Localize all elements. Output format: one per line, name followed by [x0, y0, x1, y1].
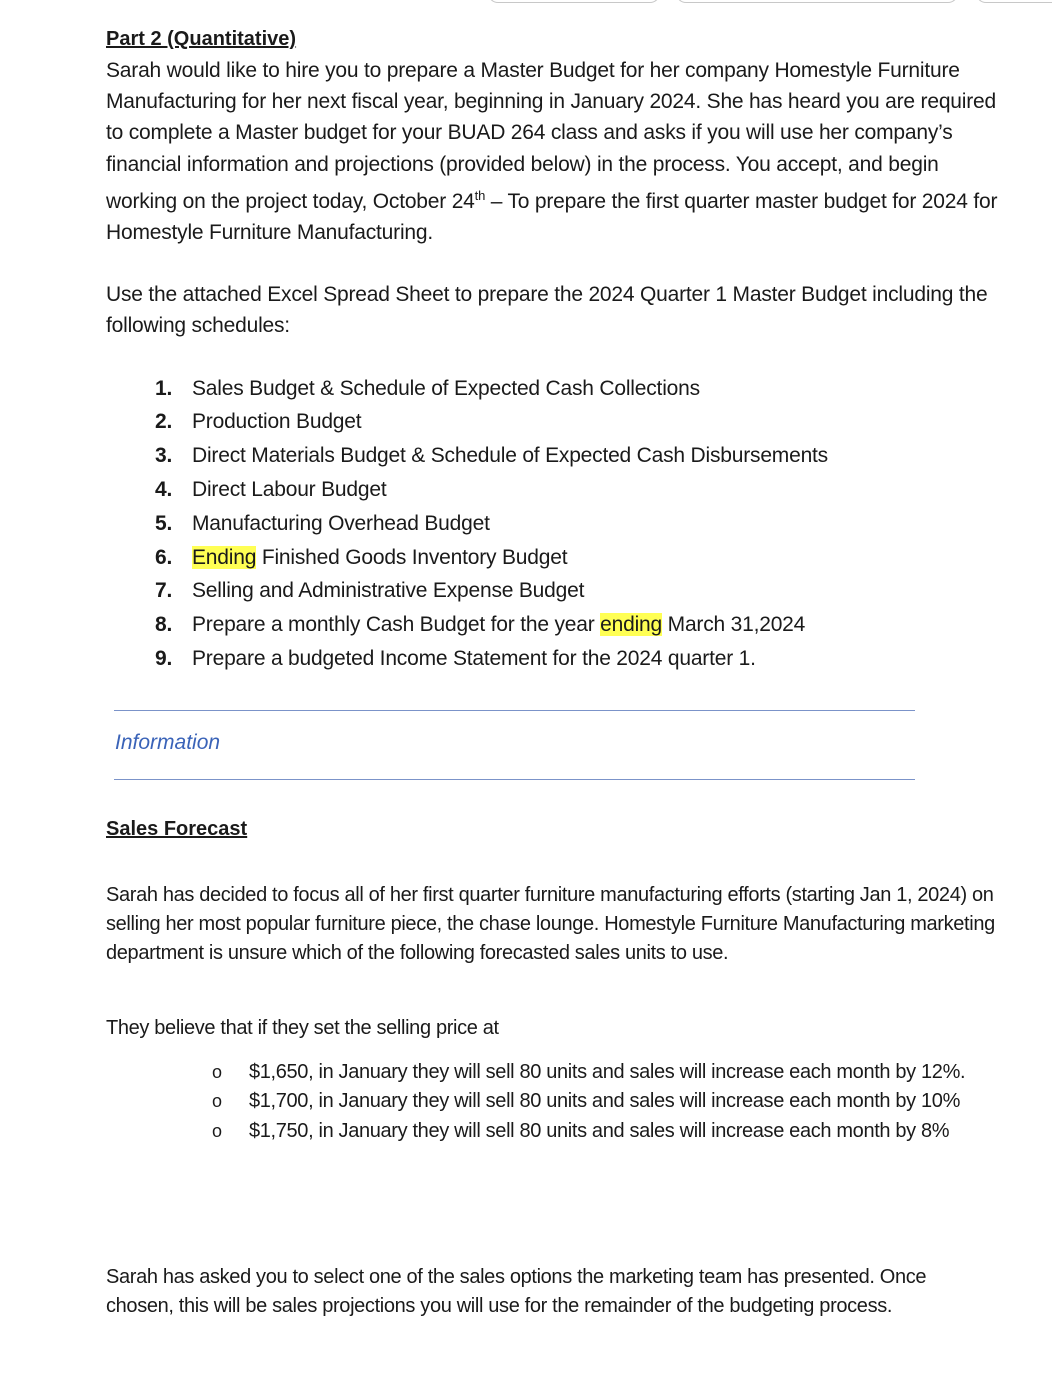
bullet-icon: o — [212, 1091, 222, 1112]
item-text: Direct Materials Budget & Schedule of Expected Cash Disbursements — [192, 444, 828, 468]
item-number: 3. — [155, 444, 173, 468]
list-item — [155, 372, 1006, 406]
item-number: 9. — [155, 647, 173, 670]
intro-text: Sarah would like to hire you to prepare a Master Budget for her company Homestyle Furniture Manufacturing for her next fiscal year, beginning in January 2024. She has heard you are required to complete a Master budget for your BUAD 264 class and asks if you will use her company’s financial information and projections (provided below) in the process. You accept, and begin working on the project today, October 24 — [106, 59, 996, 213]
believe-paragraph: They believe that if they set the selling price at — [106, 1017, 499, 1039]
tab-outline[interactable] — [676, 0, 958, 3]
price-options-list — [212, 1058, 992, 1146]
schedule-list — [106, 372, 1006, 676]
sales-forecast-heading: Sales Forecast — [106, 818, 248, 840]
tab-outline[interactable] — [976, 0, 1052, 3]
use-sheet-paragraph: Use the attached Excel Spread Sheet to prepare the 2024 Quarter 1 Master Budget including the following schedules: — [106, 283, 988, 338]
select-option-paragraph: Sarah has asked you to select one of the sales options the marketing team has presented. Once chosen, this will be sales projections you will use for the remainder of the budgeting process. — [106, 1266, 927, 1318]
item-text: Direct Labour Budget — [192, 478, 387, 502]
item-text-rest: Finished Goods Inventory Budget — [256, 545, 568, 569]
sales-paragraph: Sarah has decided to focus all of her first quarter furniture manufacturing efforts (starting Jan 1, 2024) on selling her most popular furniture piece, the chase lounge. Homestyle Furniture Manufacturing marketing department is unsure which of the following forecasted sales units to use. — [106, 884, 995, 965]
divider — [114, 779, 915, 780]
list-item — [155, 405, 1006, 439]
item-number: 5. — [155, 511, 173, 535]
top-tab-strip — [0, 0, 1052, 6]
part-heading: Part 2 (Quantitative) — [106, 28, 297, 50]
item-number: 6. — [155, 545, 173, 569]
item-number: 4. — [155, 478, 173, 502]
divider — [114, 710, 915, 711]
item-number: 2. — [155, 410, 173, 434]
bullet-icon: o — [212, 1120, 222, 1141]
list-item — [212, 1117, 992, 1146]
item-number: 7. — [155, 579, 173, 603]
list-item — [155, 541, 1006, 575]
item-text — [192, 608, 805, 642]
intro-text-continued: – To prepare the first quarter master budget for 2024 for Homestyle Furniture Manufacturing. — [106, 189, 998, 245]
highlighted-word: Ending — [192, 545, 257, 569]
list-item — [155, 574, 1006, 608]
option-text: $1,750, in January they will sell 80 units and sales will increase each month by 8% — [249, 1119, 950, 1142]
item-text: Sales Budget & Schedule of Expected Cash Collections — [192, 376, 700, 400]
ordinal-suffix: th — [474, 187, 486, 203]
list-item — [212, 1087, 992, 1116]
item-text: Prepare a budgeted Income Statement for the 2024 quarter 1. — [192, 647, 756, 670]
item-text-pre: Prepare a monthly Cash Budget for the year — [192, 613, 601, 637]
list-item — [155, 439, 1006, 473]
option-text: $1,650, in January they will sell 80 units and sales will increase each month by 12%. — [249, 1061, 966, 1083]
information-heading: Information — [115, 731, 221, 754]
tab-outline[interactable] — [488, 0, 660, 3]
document-page — [106, 24, 1006, 676]
item-text-rest: March 31,2024 — [662, 613, 806, 637]
intro-paragraph — [106, 55, 1006, 248]
list-item — [212, 1058, 992, 1087]
list-item — [155, 507, 1006, 541]
item-text — [192, 541, 567, 575]
list-item — [155, 642, 1006, 676]
list-item — [155, 473, 1006, 507]
item-text: Manufacturing Overhead Budget — [192, 511, 490, 535]
highlighted-word: ending — [600, 613, 663, 637]
option-text: $1,700, in January they will sell 80 units and sales will increase each month by 10% — [249, 1090, 961, 1113]
item-text: Production Budget — [192, 410, 362, 434]
item-number: 8. — [155, 613, 173, 637]
item-text: Selling and Administrative Expense Budget — [192, 579, 585, 603]
item-number: 1. — [155, 376, 173, 400]
list-item — [155, 608, 1006, 642]
bullet-icon: o — [212, 1062, 222, 1082]
